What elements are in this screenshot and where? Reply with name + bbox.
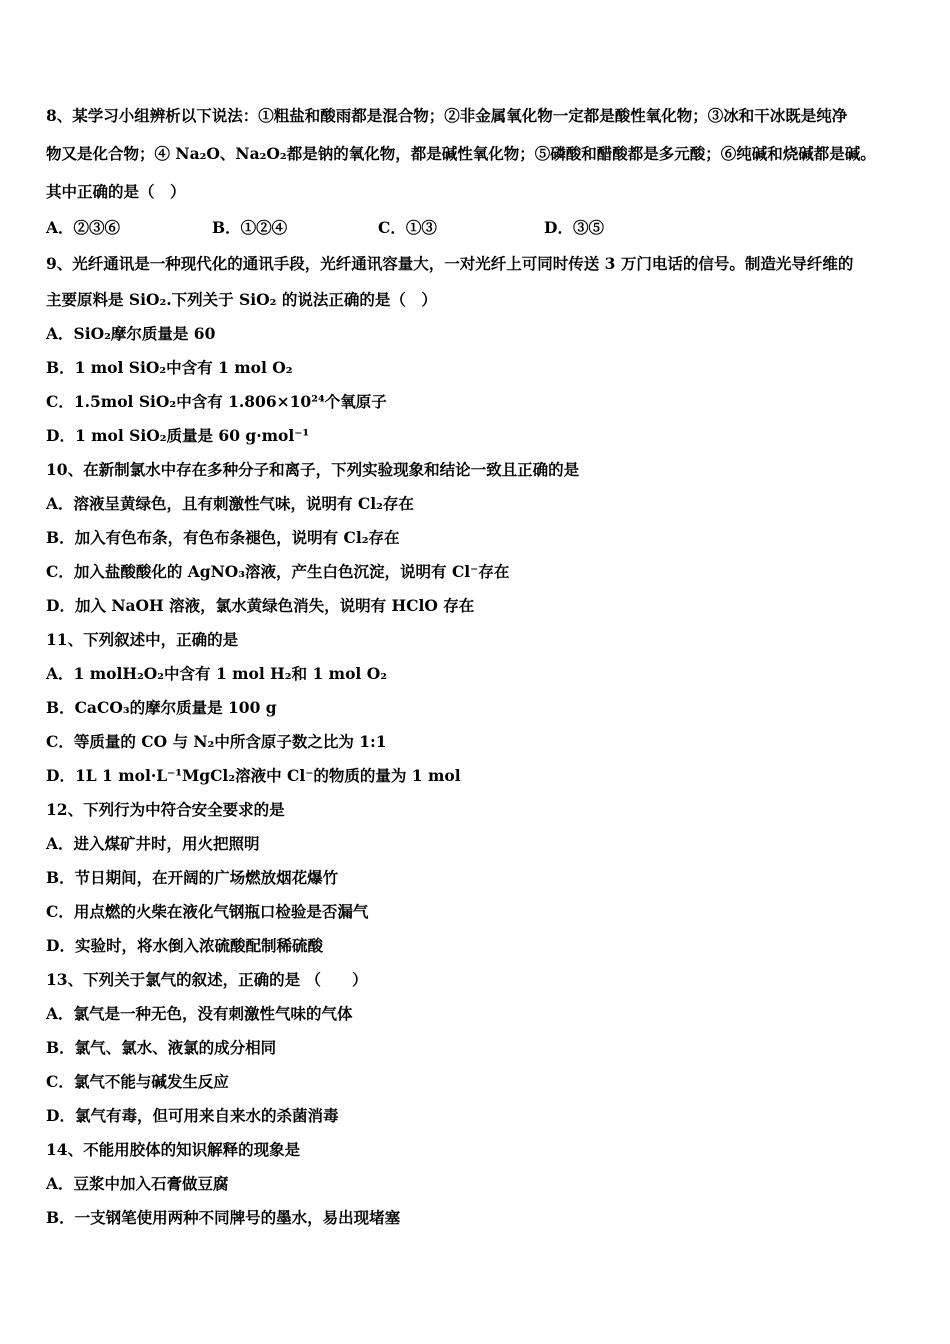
option-b: B．CaCO₃的摩尔质量是 100 g [46, 698, 277, 717]
option-d: D．实验时，将水倒入浓硫酸配制稀硫酸 [46, 936, 323, 955]
question-stem: 主要原料是 SiO₂.下列关于 SiO₂ 的说法正确的是（ ） [46, 290, 437, 309]
option-c: C．等质量的 CO 与 N₂中所含原子数之比为 1:1 [46, 732, 387, 751]
option-a: A．进入煤矿井时，用火把照明 [46, 834, 260, 853]
question-stem: 13、下列关于氯气的叙述，正确的是 （ ） [46, 970, 368, 989]
question-stem: 11、下列叙述中，正确的是 [46, 630, 239, 649]
question-stem: 其中正确的是（ ） [46, 182, 186, 201]
option-b: B．①②④ [212, 218, 288, 237]
options-row [46, 211, 926, 245]
option-d: D．加入 NaOH 溶液，氯水黄绿色消失，说明有 HClO 存在 [46, 596, 475, 615]
option-a: A．氯气是一种无色，没有刺激性气味的气体 [46, 1004, 353, 1023]
question-stem: 9、光纤通讯是一种现代化的通讯手段，光纤通讯容量大，一对光纤上可同时传送 3 万门电话的信号。制造光导纤维的 [46, 254, 854, 273]
option-b: B．1 mol SiO₂中含有 1 mol O₂ [46, 358, 293, 377]
option-c: C．氯气不能与碱发生反应 [46, 1072, 229, 1091]
question-stem: 12、下列行为中符合安全要求的是 [46, 800, 285, 819]
option-a: A．溶液呈黄绿色，且有刺激性气味，说明有 Cl₂存在 [46, 494, 414, 513]
question-stem: 10、在新制氯水中存在多种分子和离子，下列实验现象和结论一致且正确的是 [46, 460, 580, 479]
option-b: B．氯气、氯水、液氯的成分相同 [46, 1038, 277, 1057]
option-d: D．1L 1 mol·L⁻¹MgCl₂溶液中 Cl⁻的物质的量为 1 mol [46, 766, 461, 785]
option-c: C．加入盐酸酸化的 AgNO₃溶液，产生白色沉淀，说明有 Cl⁻存在 [46, 562, 510, 581]
option-b: B．一支钢笔使用两种不同牌号的墨水，易出现堵塞 [46, 1208, 401, 1227]
option-c: C．用点燃的火柴在液化气钢瓶口检验是否漏气 [46, 902, 369, 921]
option-d: D．氯气有毒，但可用来自来水的杀菌消毒 [46, 1106, 339, 1125]
option-b: B．加入有色布条，有色布条褪色，说明有 Cl₂存在 [46, 528, 400, 547]
question-11 [46, 623, 926, 793]
option-b: B．节日期间，在开阔的广场燃放烟花爆竹 [46, 868, 339, 887]
question-stem: 14、不能用胶体的知识解释的现象是 [46, 1140, 301, 1159]
question-stem: 8、某学习小组辨析以下说法：①粗盐和酸雨都是混合物；②非金属氧化物一定都是酸性氧化物；③冰和干冰既是纯净 [46, 106, 848, 125]
option-d: D．1 mol SiO₂质量是 60 g·mol⁻¹ [46, 426, 310, 445]
question-stem: 物又是化合物；④ Na₂O、Na₂O₂都是钠的氧化物，都是碱性氧化物；⑤磷酸和醋酸都是多元酸；⑥纯碱和烧碱都是碱。 [46, 144, 876, 163]
option-d: D．③⑤ [544, 218, 604, 237]
question-12 [46, 793, 926, 963]
option-a: A．豆浆中加入石膏做豆腐 [46, 1174, 229, 1193]
option-a: A．SiO₂摩尔质量是 60 [46, 324, 216, 343]
option-a: A．②③⑥ [46, 218, 121, 237]
question-13 [46, 963, 926, 1133]
question-10 [46, 453, 926, 623]
option-c: C．①③ [378, 218, 437, 237]
document-page [46, 97, 926, 1235]
option-a: A．1 molH₂O₂中含有 1 mol H₂和 1 mol O₂ [46, 664, 387, 683]
question-14 [46, 1133, 926, 1235]
option-c: C．1.5mol SiO₂中含有 1.806×10²⁴个氧原子 [46, 392, 387, 411]
question-8 [46, 97, 926, 245]
question-9 [46, 245, 926, 453]
